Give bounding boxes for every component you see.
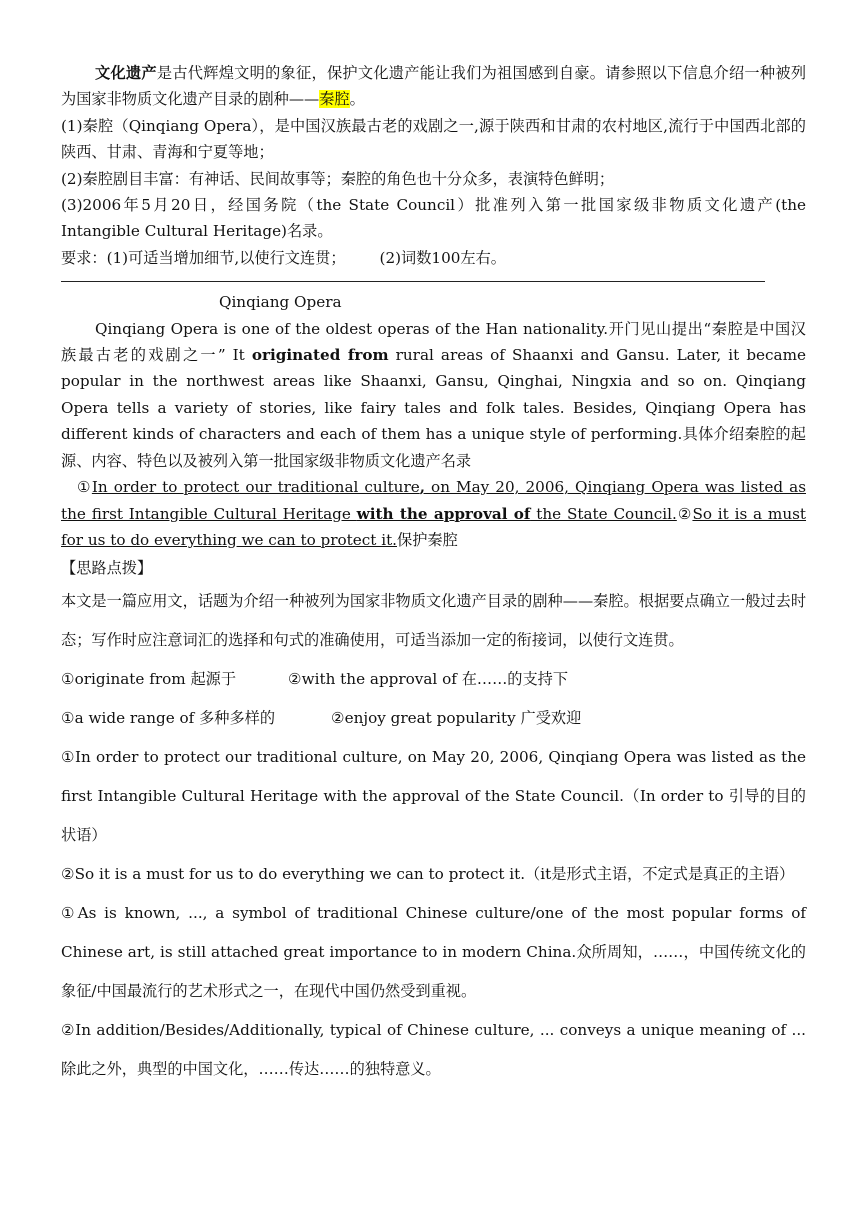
divider-line	[61, 281, 765, 282]
task-point-3: (3)2006年5月20日，经国务院（the State Council）批准列入第一批国家级非物质文化遗产(the Intangible Cultural Heritage)名录。	[61, 196, 806, 241]
analysis-heading: 【思路点拨】	[61, 559, 153, 578]
sentence-1: ①In order to protect our traditional culture, on May 20, 2006, Qinqiang Opera was listed as the first Intangible Cultural Heritage with the approval of the State Council.（In order to 引导的目的状语）	[61, 747, 806, 844]
vocab-1b: ②with the approval of 在……的支持下	[288, 669, 569, 688]
vocab-row-1	[61, 660, 806, 699]
essay-p2-num-2: ②	[676, 504, 693, 523]
document-page	[61, 60, 806, 1089]
vocab-row-2	[61, 699, 806, 738]
essay-p2-tail: 保护秦腔	[397, 530, 458, 549]
essay-paragraph-2	[61, 474, 806, 553]
sentence-3: ①As is known, ..., a symbol of traditional Chinese culture/one of the most popular forms of Chinese art, is still attached great importance to in modern China.众所周知，……，中国传统文化的象征/中国最流行的艺术形式之一，在现代中国仍然受到重视。	[61, 903, 806, 1000]
intro-bold-term: 文化遗产	[95, 64, 157, 82]
essay-p1-text-b: rural areas of Shaanxi and Gansu. Later, it became popular in the northwest areas like Shaanxi, Gansu, Qinghai, Ningxia and so on. Qinqiang Opera tells a variety of stories, like fairy tales and folk tales. Besides, Qinqiang Opera has different kinds of characters and each of them has a unique style of performing.具体介绍秦腔的起源、内容、特色以及被列入第一批国家级非物质文化遗产名录	[61, 346, 806, 470]
vocab-1a: ①originate from 起源于	[61, 669, 237, 688]
task-point-1: (1)秦腔（Qinqiang Opera），是中国汉族最古老的戏剧之一,源于陕西和甘肃的农村地区,流行于中国西北部的陕西、甘肃、青海和宁夏等地；	[61, 116, 806, 162]
requirement-2: (2)词数100左右。	[379, 248, 506, 267]
intro-end: 。	[349, 90, 365, 109]
task-intro	[61, 60, 806, 113]
essay-p2-num-1: ①	[77, 478, 92, 497]
essay-p2-underline-2: on May 20, 2006, Qinqiang Opera was listed as the first Intangible Cultural Heritage	[61, 478, 806, 523]
highlighted-term: 秦腔	[319, 90, 350, 109]
vocab-2a: ①a wide range of 多种多样的	[61, 708, 276, 727]
essay-p1-text-a: Qinqiang Opera is one of the oldest operas of the Han nationality.开门见山提出“秦腔是中国汉族最古老的戏剧之一” It	[61, 319, 806, 365]
task-requirements	[61, 245, 806, 271]
essay-title: Qinqiang Opera	[219, 293, 342, 312]
essay-p2-underline-3: the State Council.	[530, 504, 677, 523]
intro-text: 是古代辉煌文明的象征，保护文化遗产能让我们为祖国感到自豪。请参照以下信息介绍一种被列为国家非物质文化遗产目录的剧种——	[61, 64, 807, 109]
analysis-body: 本文是一篇应用文，话题为介绍一种被列为国家非物质文化遗产目录的剧种——秦腔。根据要点确立一般过去时态；写作时应注意词汇的选择和句式的准确使用，可适当添加一定的衔接词，以使行文连贯。	[61, 591, 806, 649]
essay-p2-underline-1: In order to protect our traditional culture	[91, 478, 420, 497]
sentence-2: ②So it is a must for us to do everything we can to protect it.（it是形式主语，不定式是真正的主语）	[61, 864, 795, 883]
essay-p2-underline-4: So it is a must for us to do everything we can to protect it.	[61, 504, 807, 549]
essay-p2-bold-phrase: with the approval of	[356, 504, 531, 523]
task-point-2: (2)秦腔剧目丰富：有神话、民间故事等；秦腔的角色也十分众多，表演特色鲜明；	[61, 169, 615, 188]
requirement-1: 要求：(1)可适当增加细节,以使行文连贯；	[61, 248, 346, 267]
sentence-4: ②In addition/Besides/Additionally, typical of Chinese culture, ... conveys a unique meaning of ...除此之外，典型的中国文化，……传达……的独特意义。	[61, 1020, 806, 1078]
essay-paragraph-1	[61, 316, 806, 474]
essay-p1-bold: originated from	[251, 346, 389, 365]
vocab-2b: ②enjoy great popularity 广受欢迎	[331, 708, 582, 727]
essay-p2-comma: ,	[419, 478, 425, 497]
